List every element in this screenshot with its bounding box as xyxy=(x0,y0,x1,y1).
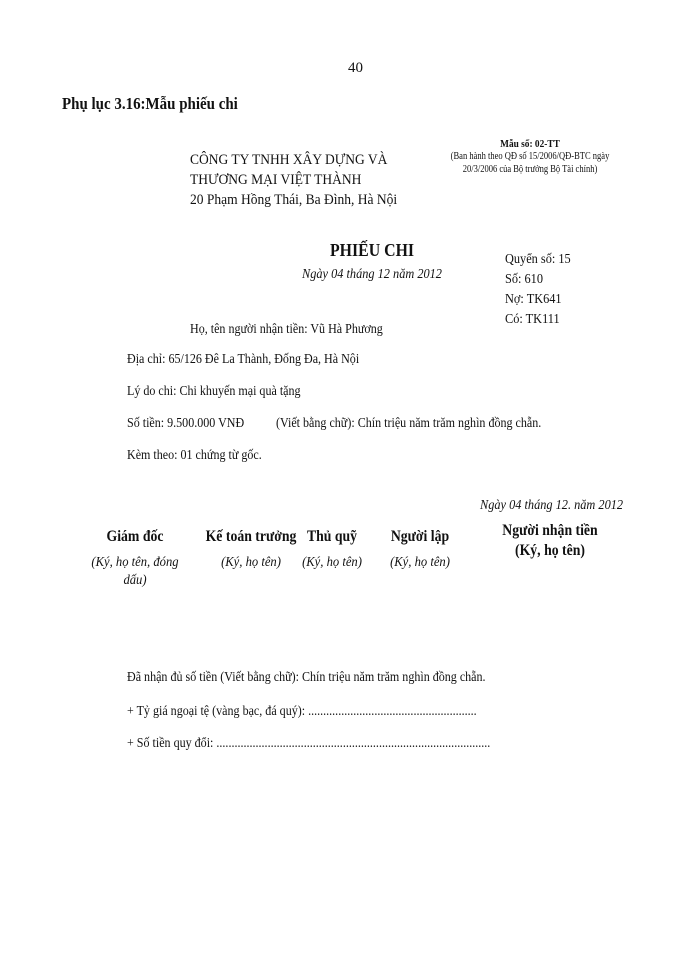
chief-accountant-title: Kế toán trưởng xyxy=(205,528,297,545)
book-number: Quyển số: 15 xyxy=(505,252,571,267)
address-field: Địa chỉ: 65/126 Đê La Thành, Đống Đa, Hà Nội xyxy=(127,352,360,367)
credit-account: Có: TK111 xyxy=(505,312,560,327)
company-name-line1: CÔNG TY TNHH XÂY DỰNG VÀ xyxy=(190,152,388,168)
company-name-line2: THƯƠNG MẠI VIỆT THÀNH xyxy=(190,172,362,188)
receiver-signature xyxy=(490,522,610,560)
form-basis-line1: (Ban hành theo QĐ số 15/2006/QĐ-BTC ngày xyxy=(450,151,610,162)
director-note: (Ký, họ tên, đóng dấu) xyxy=(91,555,179,588)
form-basis-line2: 20/3/2006 của Bộ trưởng Bộ Tài chính) xyxy=(462,164,598,175)
appendix-title: Phụ lục 3.16:Mẫu phiếu chi xyxy=(62,94,238,113)
recipient-field: Họ, tên người nhận tiền: Vũ Hà Phương xyxy=(190,322,383,337)
amount-field: Số tiền: 9.500.000 VNĐ xyxy=(127,416,245,431)
cashier-signature xyxy=(292,528,372,572)
company-block xyxy=(190,150,397,210)
form-code: Mẫu số: 02-TT xyxy=(500,138,560,150)
converted-amount-line: + Số tiền quy đổi: ........................................................................................... xyxy=(127,736,491,751)
cashier-title: Thủ quỹ xyxy=(306,528,358,545)
page-number: 40 xyxy=(348,60,363,76)
attached-field: Kèm theo: 01 chứng từ gốc. xyxy=(127,448,262,463)
form-code-block xyxy=(430,138,630,176)
voucher-date: Ngày 04 tháng 12 năm 2012 xyxy=(302,267,442,282)
company-address: 20 Phạm Hồng Thái, Ba Đình, Hà Nội xyxy=(190,192,398,208)
received-amount-words: Đã nhận đủ số tiền (Viết bằng chữ): Chín triệu năm trăm nghìn đồng chẵn. xyxy=(127,670,486,685)
cashier-note: (Ký, họ tên) xyxy=(302,555,362,570)
receiver-note: (Ký, họ tên) xyxy=(515,542,585,559)
reason-field: Lý do chi: Chi khuyến mại quà tặng xyxy=(127,384,301,399)
preparer-note: (Ký, họ tên) xyxy=(390,555,450,570)
chief-accountant-signature xyxy=(196,528,306,572)
chief-accountant-note: (Ký, họ tên) xyxy=(221,555,281,570)
signature-date: Ngày 04 tháng 12. năm 2012 xyxy=(480,498,624,513)
receiver-title: Người nhận tiền xyxy=(502,522,598,539)
preparer-signature xyxy=(378,528,462,572)
preparer-title: Người lập xyxy=(390,528,450,545)
director-title: Giám đốc xyxy=(106,528,164,545)
director-signature xyxy=(80,528,190,590)
voucher-title: PHIẾU CHI xyxy=(330,240,415,260)
debit-account: Nợ: TK641 xyxy=(505,292,562,307)
voucher-book-info xyxy=(505,250,571,330)
voucher-number: Số: 610 xyxy=(505,272,544,287)
exchange-rate-line: + Tỷ giá ngoại tệ (vàng bạc, đá quý): ........................................................ xyxy=(127,704,477,719)
amount-words-field: (Viết bằng chữ): Chín triệu năm trăm nghìn đồng chẵn. xyxy=(276,416,542,431)
